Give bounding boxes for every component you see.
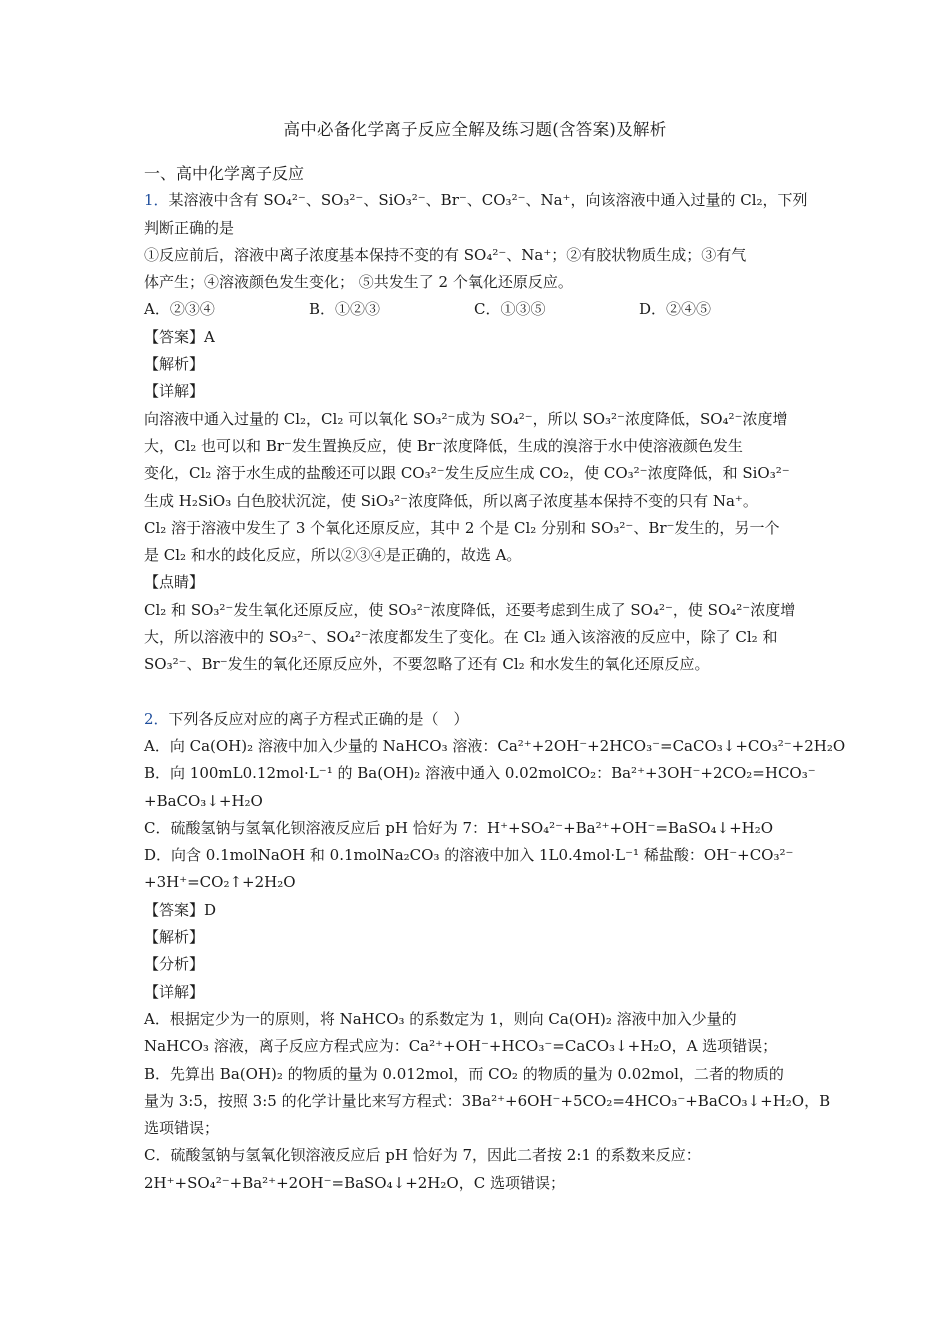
question-1-detail-line: 向溶液中通入过量的 Cl₂，Cl₂ 可以氧化 SO₃²⁻成为 SO₄²⁻，所以 SO₃²⁻浓度降低，SO₄²⁻浓度增 xyxy=(144,409,788,428)
question-2-detail-line: 量为 3:5，按照 3:5 的化学计量比来写方程式：3Ba²⁺+6OH⁻+5CO₂=4HCO₃⁻+BaCO₃↓+H₂O，B xyxy=(144,1091,831,1110)
question-2-detail-line: 选项错误； xyxy=(144,1119,220,1138)
question-1-tip-line: Cl₂ 和 SO₃²⁻发生氧化还原反应，使 SO₃²⁻浓度降低，还要考虑到生成了 SO₄²⁻，使 SO₄²⁻浓度增 xyxy=(144,600,796,619)
question-2-option-line: C．硫酸氢钠与氢氧化钡溶液反应后 pH 恰好为 7：H⁺+SO₄²⁻+Ba²⁺+OH⁻=BaSO₄↓+H₂O xyxy=(144,818,774,837)
question-2-option-line: A．向 Ca(OH)₂ 溶液中加入少量的 NaHCO₃ 溶液：Ca²⁺+2OH⁻+2HCO₃⁻=CaCO₃↓+CO₃²⁻+2H₂O xyxy=(144,736,846,755)
question-1-tip-line: 大，所以溶液中的 SO₃²⁻、SO₄²⁻浓度都发生了变化。在 Cl₂ 通入该溶液的反应中，除了 Cl₂ 和 xyxy=(144,628,778,647)
question-1-detail-label: 【详解】 xyxy=(144,382,205,401)
question-1-options xyxy=(144,296,814,323)
question-2-detail-line: NaHCO₃ 溶液，离子反应方程式应为：Ca²⁺+OH⁻+HCO₃⁻=CaCO₃↓+H₂O，A 选项错误； xyxy=(144,1037,778,1056)
question-1-stem: 某溶液中含有 SO₄²⁻、SO₃²⁻、SiO₃²⁻、Br⁻、CO₃²⁻、Na⁺，向该溶液中通入过量的 Cl₂，下列 xyxy=(168,191,808,210)
question-2-detail-line: A．根据定少为一的原则，将 NaHCO₃ 的系数定为 1，则向 Ca(OH)₂ 溶液中加入少量的 xyxy=(144,1009,737,1028)
option-b: B．①②③ xyxy=(309,300,381,319)
question-1-analysis-label: 【解析】 xyxy=(144,355,205,374)
question-2-detail-line: B．先算出 Ba(OH)₂ 的物质的量为 0.012mol，而 CO₂ 的物质的量为 0.02mol，二者的物质的 xyxy=(144,1064,784,1083)
question-2-option-line: +BaCO₃↓+H₂O xyxy=(144,791,263,810)
question-1-number: 1． xyxy=(144,191,169,210)
question-1-line-4: 体产生；④溶液颜色发生变化； ⑤共发生了 2 个氧化还原反应。 xyxy=(144,273,573,292)
question-1-line-3: ①反应前后，溶液中离子浓度基本保持不变的有 SO₄²⁻、Na⁺；②有胶状物质生成；③有气 xyxy=(144,245,747,264)
question-2-stem: 下列各反应对应的离子方程式正确的是（ ） xyxy=(168,709,469,728)
question-2-analysis-label: 【解析】 xyxy=(144,928,205,947)
question-1-line-1 xyxy=(144,187,814,214)
section-heading: 一、高中化学离子反应 xyxy=(144,164,305,183)
question-1-detail-line: 大，Cl₂ 也可以和 Br⁻发生置换反应，使 Br⁻浓度降低，生成的溴溶于水中使溶液颜色发生 xyxy=(144,436,743,455)
document-body xyxy=(144,160,846,1197)
option-c: C．①③⑤ xyxy=(474,300,546,319)
question-1-line-2: 判断正确的是 xyxy=(144,218,235,237)
option-a: A．②③④ xyxy=(144,300,215,319)
question-2-answer: 【答案】D xyxy=(144,900,217,919)
question-2-detail-label: 【详解】 xyxy=(144,982,205,1001)
question-2-fenxi-label: 【分析】 xyxy=(144,955,205,974)
question-2-detail-line: C．硫酸氢钠与氢氧化钡溶液反应后 pH 恰好为 7，因此二者按 2:1 的系数来反应： xyxy=(144,1146,701,1165)
option-d: D．②④⑤ xyxy=(639,300,712,319)
question-1-tip-line: SO₃²⁻、Br⁻发生的氧化还原反应外，不要忽略了还有 Cl₂ 和水发生的氧化还原反应。 xyxy=(144,655,710,674)
question-2-option-line: D．向含 0.1molNaOH 和 0.1molNa₂CO₃ 的溶液中加入 1L0.4mol·L⁻¹ 稀盐酸：OH⁻+CO₃²⁻ xyxy=(144,846,794,865)
question-1-tip-label: 【点睛】 xyxy=(144,573,205,592)
question-1-detail-line: Cl₂ 溶于溶液中发生了 3 个氧化还原反应，其中 2 个是 Cl₂ 分别和 SO₃²⁻、Br⁻发生的，另一个 xyxy=(144,518,780,537)
question-2-option-line: B．向 100mL0.12mol·L⁻¹ 的 Ba(OH)₂ 溶液中通入 0.02molCO₂：Ba²⁺+3OH⁻+2CO₂=HCO₃⁻ xyxy=(144,764,816,783)
question-2-option-line: +3H⁺=CO₂↑+2H₂O xyxy=(144,873,296,892)
question-1-detail-line: 变化，Cl₂ 溶于水生成的盐酸还可以跟 CO₃²⁻发生反应生成 CO₂，使 CO₃²⁻浓度降低，和 SiO₃²⁻ xyxy=(144,464,790,483)
question-2-detail-line: 2H⁺+SO₄²⁻+Ba²⁺+2OH⁻=BaSO₄↓+2H₂O，C 选项错误； xyxy=(144,1173,565,1192)
question-1-detail-line: 生成 H₂SiO₃ 白色胶状沉淀，使 SiO₃²⁻浓度降低，所以离子浓度基本保持不变的只有 Na⁺。 xyxy=(144,491,758,510)
page-title: 高中必备化学离子反应全解及练习题(含答案)及解析 xyxy=(283,120,667,139)
question-2-line-1 xyxy=(144,706,814,733)
question-separator xyxy=(144,679,814,706)
question-1-answer: 【答案】A xyxy=(144,327,215,346)
question-1-detail-line: 是 Cl₂ 和水的歧化反应，所以②③④是正确的，故选 A。 xyxy=(144,546,522,565)
question-2-number: 2． xyxy=(144,709,169,728)
